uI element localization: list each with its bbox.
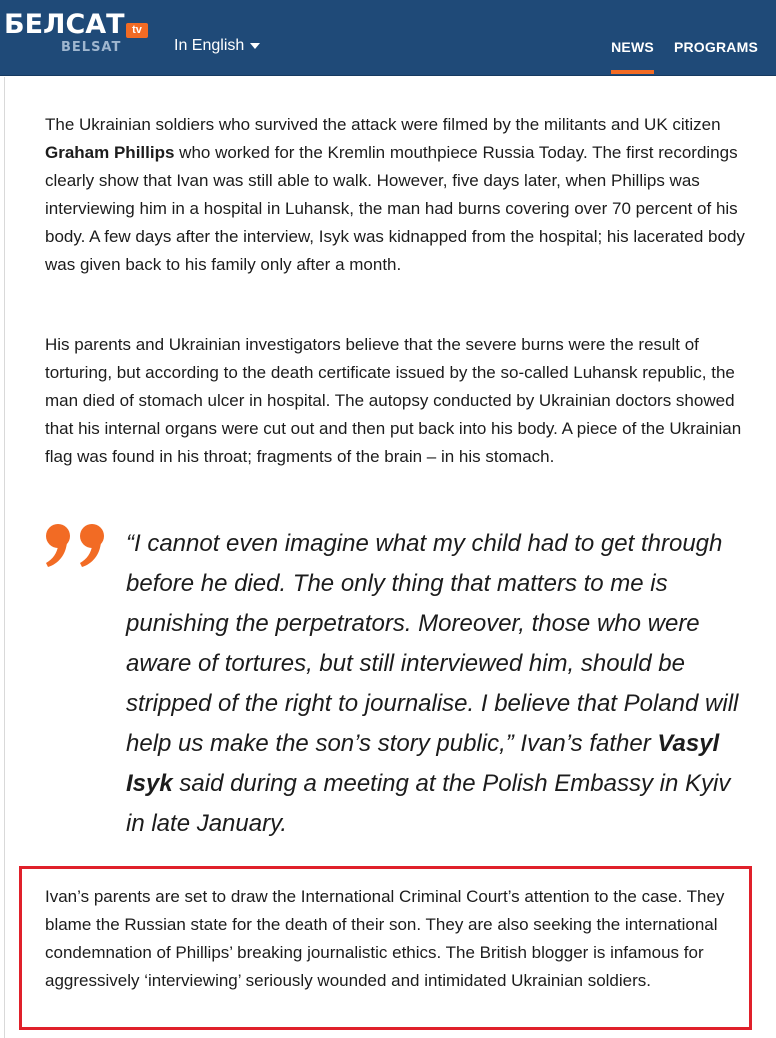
site-header (0, 0, 776, 76)
logo-wordmark: БЕЛСАТ (4, 9, 125, 40)
quote-speaker-name: Vasyl Isyk (126, 730, 720, 797)
chevron-down-icon (250, 43, 260, 49)
main-nav (591, 38, 758, 56)
content-left-border (4, 77, 5, 1038)
belsat-logo[interactable] (4, 10, 149, 62)
person-name-link: Graham Phillips (45, 143, 175, 162)
language-label: In English (174, 37, 245, 54)
logo-subtitle: BELSAT (61, 40, 122, 55)
quote-mark-icon (44, 522, 110, 568)
article-paragraph-1: The Ukrainian soldiers who survived the attack were filmed by the militants and UK citizen Graham Phillips who worked for the Kremlin mouthpiece Russia Today. The first recordings clearly show that Ivan was still able to walk. However, five days later, when Phillips was interviewing him in a hospital in Luhansk, the man had burns covering over 70 percent of his body. A few days after the interview, Isyk was kidnapped from the hospital; his lacerated body was given back to his family only after a month. (45, 115, 745, 274)
language-selector[interactable] (174, 36, 260, 56)
article-paragraph-3: Ivan’s parents are set to draw the International Criminal Court’s attention to the case. They blame the Russian state for the death of their son. They are also seeking the international condemnation of Phillips’ breaking journalistic ethics. The British blogger is infamous for aggressively ‘interviewing’ seriously wounded and intimidated Ukrainian soldiers. (45, 887, 725, 990)
article-paragraph-2: His parents and Ukrainian investigators believe that the severe burns were the result of torturing, but according to the death certificate issued by the so-called Luhansk republic, the man died of stomach ulcer in hospital. The autopsy conducted by Ukrainian doctors showed that his internal organs were cut out and then put back into his body. A piece of the Ukrainian flag was found in his throat; fragments of the brain – in his stomach. (45, 335, 742, 466)
logo-tv-badge: tv (126, 23, 148, 38)
nav-news[interactable]: NEWS (611, 39, 654, 55)
pull-quote: “I cannot even imagine what my child had to get through before he died. The only thing that matters to me is punishing the perpetrators. Moreover, those who were aware of tortures, but still interviewed him, should be stripped of the right to journalise. I believe that Poland will help us make the son’s story public,” Ivan’s father Vasyl Isyk said during a meeting at the Polish Embassy in Kyiv in late January. (126, 530, 739, 837)
nav-programs[interactable]: PROGRAMS (673, 39, 758, 55)
